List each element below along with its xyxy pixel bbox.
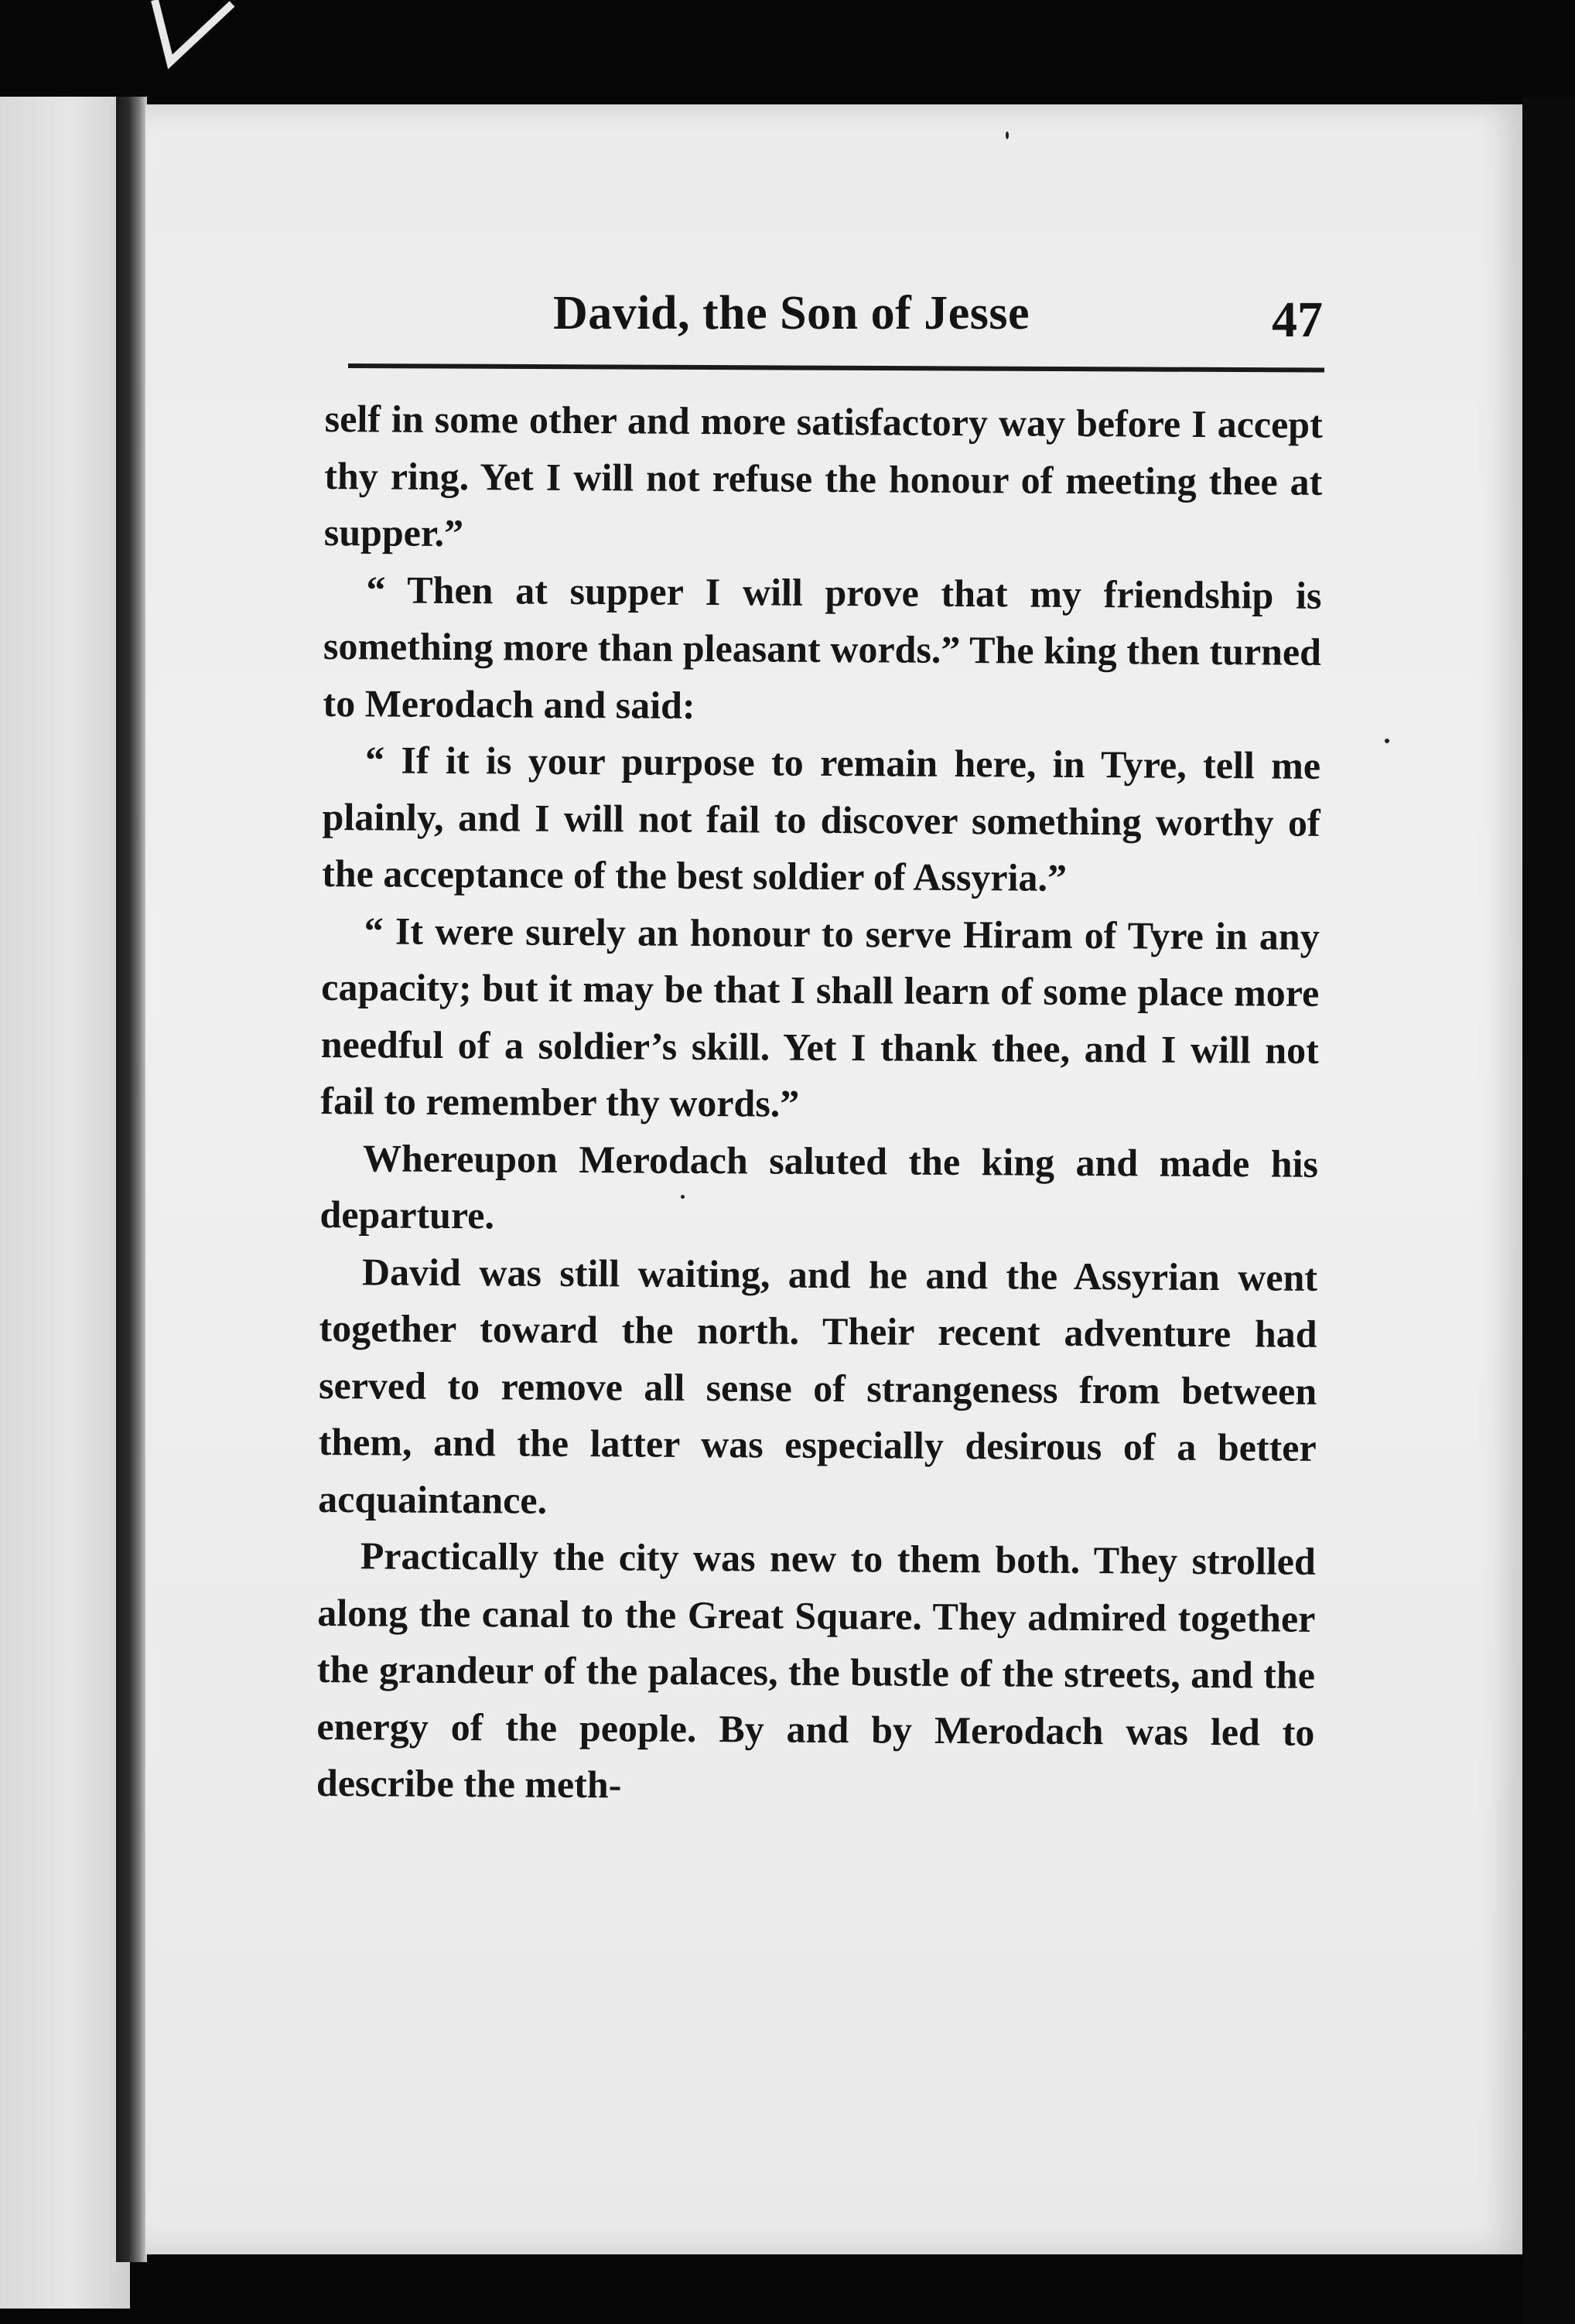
adjacent-page-edge [0,97,130,2309]
paragraph: Whereupon Merodach saluted the king and made his departure. [319,1135,1319,1237]
paragraph: self in some other and more satisfactory way before I accept thy ring. Yet I will not refuse the honour of meeting thee at supper.” [323,396,1323,555]
page-number: 47 [1272,292,1323,348]
tab-marker-icon [147,0,240,70]
book-spine [116,97,147,2262]
scan-border-right [1522,97,1575,2324]
scan-speck [1006,131,1009,139]
body-text [316,391,1323,1817]
paragraph: David was still waiting, and he and the Assyrian went together toward the north. Their recent adventure had served to remove all sense of strangeness from between them, and the latter was especially desirous of a better acquaintance. [318,1249,1318,1522]
paragraph: “ It were surely an honour to serve Hiram of Tyre in any capacity; but it may be that I shall learn of some place more needful of a soldier’s skill. Yet I thank thee, and I will not fail to remember thy words.” [320,908,1320,1125]
paragraph: “ Then at supper I will prove that my friendship is something more than pleasant words.” The king then turned to Merodach and said: [323,567,1322,727]
scan-speck [681,1195,685,1199]
running-head-title: David, the Son of Jesse [553,287,1030,340]
running-head [348,286,1323,371]
paragraph: “ If it is your purpose to remain here, in Tyre, tell me plainly, and I will not fail to discover something worthy of the acceptance of the best soldier of Assyria.” [322,738,1321,899]
scan-speck [1385,739,1389,743]
paragraph: Practically the city was new to them both. They strolled along the canal to the Great Square. They admired together the grandeur of the palaces, the bustle of the streets, and the energy of the people. By and by Merodach was led to describe the meth- [316,1534,1316,1807]
